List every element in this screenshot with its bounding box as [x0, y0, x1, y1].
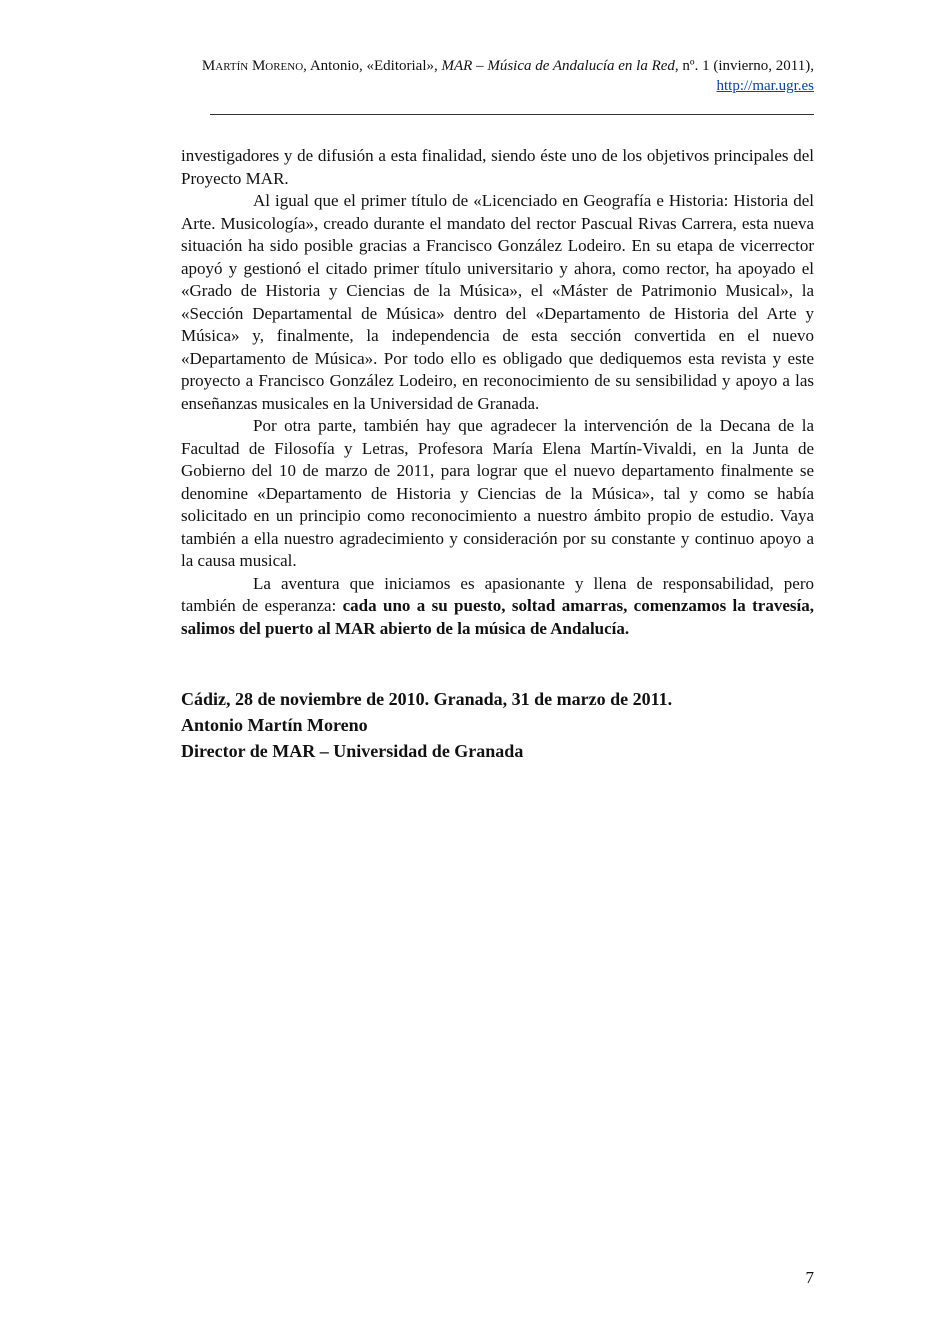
paragraph-4: [181, 573, 814, 641]
header-journal-title: MAR – Música de Andalucía en la Red: [441, 58, 675, 74]
paragraph-2: Al igual que el primer título de «Licenciado en Geografía e Historia: Historia del Arte. Musicología», creado durante el mandato del rector Pascual Rivas Carrera, esta nueva situación ha sido posible gracias a Francisco González Lodeiro. En su etapa de vicerrector apoyó y gestionó el citado primer título universitario y ahora, como rector, ha apoyado el «Grado de Historia y Ciencias de la Música», el «Máster de Patrimonio Musical», la «Sección Departamental de Música» dentro del «Departamento de Historia del Arte y Música» y, finalmente, la independencia de esta sección convertida en el nuevo «Departamento de Música». Por todo ello es obligado que dediquemos esta revista y este proyecto a Francisco González Lodeiro, en reconocimiento de su sensibilidad y apoyo a las enseñanzas musicales en la Universidad de Granada.: [181, 191, 814, 413]
header-url-link[interactable]: http://mar.ugr.es: [716, 78, 814, 94]
paragraph-1: investigadores y de difusión a esta finalidad, siendo éste uno de los objetivos principales del Proyecto MAR.: [181, 146, 814, 188]
page-number: 7: [805, 1268, 814, 1287]
dateline: Cádiz, 28 de noviembre de 2010. Granada, 31 de marzo de 2011.: [181, 689, 673, 709]
signature-block: [181, 686, 814, 764]
header-author-name: Martín Moreno: [201, 58, 304, 74]
header-author-rest: , Antonio, «Editorial»,: [303, 58, 442, 74]
running-header: [200, 56, 814, 96]
paragraph-3: Por otra parte, también hay que agradecer la intervención de la Decana de la Facultad de Filosofía y Letras, Profesora María Elena Martín-Vivaldi, en la Junta de Gobierno del 10 de marzo de 2011, para lograr que el nuevo departamento finalmente se denomine «Departamento de Historia y Ciencias de la Música», tal y como se había solicitado en un principio como reconocimiento a nuestro ámbito propio de estudio. Vaya también a ella nuestro agradecimiento y consideración por su constante y continuo apoyo a la causa musical.: [181, 416, 814, 570]
header-divider: [210, 114, 814, 115]
paragraph-4-plain: La aventura que iniciamos es apasionante y llena de responsabilidad, pero también de esperanza:: [181, 573, 814, 615]
signature-name: Antonio Martín Moreno: [181, 715, 368, 735]
header-issue: , nº. 1 (invierno, 2011),: [674, 58, 814, 74]
paragraph-4-bold: cada uno a su puesto, soltad amarras, comenzamos la travesía, salimos del puerto al MAR abierto de la música de Andalucía.: [181, 596, 814, 638]
article-body: [181, 145, 814, 640]
signature-role: Director de MAR – Universidad de Granada: [181, 741, 524, 761]
